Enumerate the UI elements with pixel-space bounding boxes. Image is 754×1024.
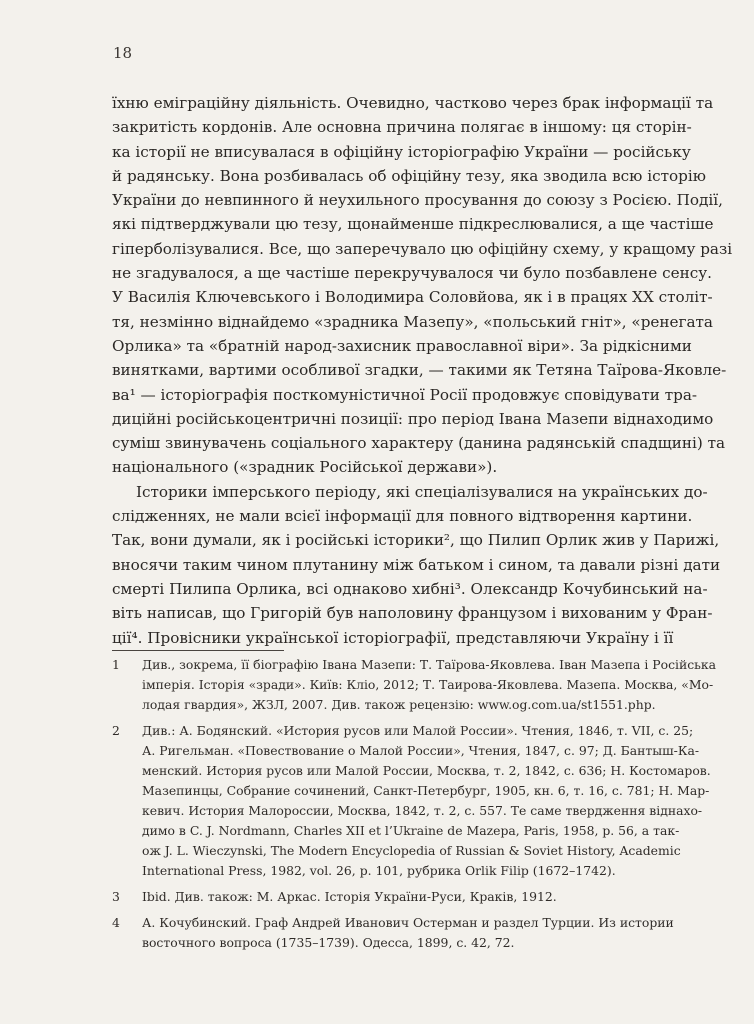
text-line: Так, вони думали, як і російські історики², що Пилип Орлик жив у Парижі, [112, 531, 720, 550]
text-line: У Василія Ключевського і Володимира Соловйова, як і в працях XX століт- [112, 288, 713, 307]
text-line: закритість кордонів. Але основна причина полягає в іншому: ця сторін- [112, 118, 692, 137]
text-line: їхню еміграційну діяльність. Очевидно, частково через брак інформації та [112, 94, 714, 112]
text-line: які підтверджували цю тезу, щонайменше підкреслювалися, а ще частіше [112, 215, 714, 234]
footnote-3 [112, 887, 662, 907]
paragraph-1 [112, 91, 733, 480]
footnote-number: 2 [112, 723, 120, 738]
footnote-number: 4 [112, 915, 120, 930]
text-line: національного («зрадник Російської держави»). [112, 458, 498, 477]
footnote-line: лодая гвардия», ЖЗЛ, 2007. Див. також рецензію: www.og.com.ua/st1551.php. [142, 697, 656, 712]
footnote-line: імперія. Історія «зради». Київ: Кліо, 2012; Т. Таирова-Яковлева. Мазепа. Москва, «Мо- [142, 677, 714, 692]
footnote-divider [112, 650, 284, 651]
footnotes [112, 655, 717, 959]
footnote-4 [112, 913, 674, 953]
text-line: віть написав, що Григорій був наполовину французом і вихованим у Фран- [112, 604, 713, 623]
footnote-line: Див.: А. Бодянский. «История русов или Малой России». Чтения, 1846, т. VII, с. 25; [142, 723, 694, 738]
footnote-number: 1 [112, 657, 120, 672]
footnote-line: International Press, 1982, vol. 26, p. 101, рубрика Orlik Filip (1672–1742). [142, 863, 616, 878]
page-number: 18 [113, 44, 133, 62]
footnote-line: Мазепинцы, Собрание сочинений, Санкт-Петербург, 1905, кн. 6, т. 16, с. 781; Н. Мар- [142, 783, 710, 798]
text-line: суміш звинувачень соціального характеру (данина радянській спадщині) та [112, 434, 726, 453]
text-line: слідженнях, не мали всієї інформації для повного відтворення картини. [112, 507, 693, 526]
footnote-text [142, 887, 662, 907]
footnote-line: Див., зокрема, її біографію Івана Мазепи: Т. Таїрова-Яковлева. Іван Мазепа і Російська [142, 657, 717, 672]
footnote-2 [112, 721, 711, 881]
text-line: диційні російськоцентричні позиції: про період Івана Мазепи віднаходимо [112, 409, 714, 428]
text-line: України до невпинного й неухильного просування до союзу з Росією. Події, [112, 191, 723, 210]
text-line: ва¹ — історіографія посткомуністичної Росії продовжує сповідувати тра- [112, 385, 698, 404]
footnote-line: менский. История русов или Малой России, Москва, т. 2, 1842, с. 636; Н. Костомаров. [142, 763, 711, 778]
text-line: смерті Пилипа Орлика, всі однаково хибні³. Олександр Кочубинський на- [112, 579, 708, 598]
footnote-number: 3 [112, 889, 120, 904]
footnote-line: димо в C. J. Nordmann, Charles XII et l’Ukraine de Mazepa, Paris, 1958, р. 56, а так- [142, 823, 680, 838]
footnote-line: восточного вопроса (1735–1739). Одесса, 1899, с. 42, 72. [142, 935, 515, 950]
footnote-text [142, 913, 674, 953]
footnote-1 [112, 655, 717, 715]
footnote-text [142, 721, 711, 881]
text-line: винятками, вартими особливої згадки, — такими як Тетяна Таїрова-Яковле- [112, 361, 727, 380]
footnote-line: кевич. История Малороссии, Москва, 1842, т. 2, с. 557. Те саме твердження віднахо- [142, 803, 703, 818]
text-line: не згадувалося, а ще частіше перекручувалося чи було позбавлене сенсу. [112, 264, 712, 283]
footnote-line: ож J. L. Wieczynski, The Modern Encyclopedia of Russian & Soviet History, Academic [142, 843, 681, 858]
text-line: Орлика» та «братній народ-захисник православної віри». За рідкісними [112, 336, 692, 355]
footnote-line: А. Ригельман. «Повествование о Малой России», Чтения, 1847, с. 97; Д. Бантыш-Ка- [142, 743, 700, 758]
text-line: ка історії не вписувалася в офіційну історіографію України — російську [112, 142, 691, 161]
footnote-line: Ibid. Див. також: М. Аркас. Історія України-Руси, Краків, 1912. [142, 889, 557, 904]
footnote-line: А. Кочубинский. Граф Андрей Иванович Остерман и раздел Турции. Из истории [142, 915, 674, 930]
text-line: вносячи таким чином плутанину між батьком і сином, та давали різні дати [112, 555, 721, 574]
text-line: гіперболізувалися. Все, що заперечувало цю офіційну схему, у кращому разі [112, 239, 733, 258]
text-line: ції⁴. Провісники української історіографії, представляючи Україну і її [112, 628, 674, 647]
text-line: тя, незмінно віднайдемо «зрадника Мазепу», «польський гніт», «ренегата [112, 312, 713, 331]
main-text [112, 91, 733, 650]
text-line: й радянську. Вона розбивалась об офіційну тезу, яка зводила всю історію [112, 166, 706, 185]
paragraph-2 [112, 480, 721, 650]
footnote-text [142, 655, 716, 715]
text-line: Історики імперського періоду, які спеціалізувалися на українських до- [136, 482, 708, 501]
